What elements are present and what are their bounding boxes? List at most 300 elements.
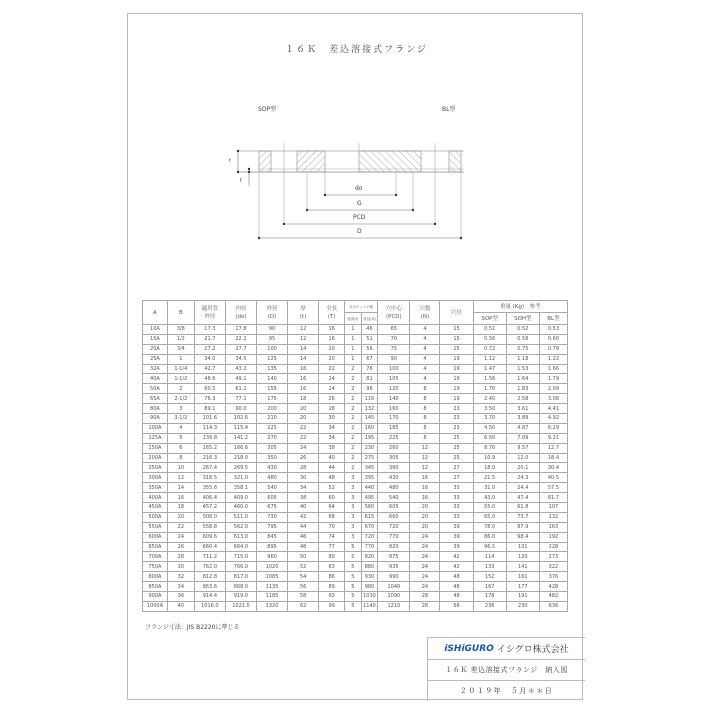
table-cell: 395 bbox=[361, 473, 378, 483]
table-cell: 80 bbox=[319, 552, 345, 562]
drawing-name: １６Ｋ 差込溶接式フランジ 納入図 bbox=[428, 659, 585, 680]
table-cell: 650A bbox=[143, 542, 168, 552]
table-cell: 48 bbox=[288, 542, 319, 552]
table-cell: 1 bbox=[345, 325, 362, 335]
table-cell: 32 bbox=[167, 572, 194, 582]
table-cell: 10A bbox=[143, 325, 168, 335]
header-inner-dia: 内径 (do) bbox=[225, 301, 256, 325]
table-cell: 28 bbox=[410, 592, 440, 602]
table-cell: 178 bbox=[473, 592, 506, 602]
table-cell: 1021.0 bbox=[225, 601, 256, 611]
table-cell: 664.0 bbox=[225, 542, 256, 552]
table-cell: 65.0 bbox=[473, 512, 506, 522]
table-cell: 0.58 bbox=[506, 334, 539, 344]
table-cell: 25 bbox=[440, 433, 473, 443]
table-row bbox=[143, 503, 568, 513]
table-cell: 90.0 bbox=[225, 404, 256, 414]
table-cell: 2 bbox=[345, 404, 362, 414]
table-cell: 150A bbox=[143, 443, 168, 453]
table-cell: 165.2 bbox=[194, 443, 225, 453]
table-cell: 12 bbox=[410, 463, 440, 473]
header-gasket-f: 座高(f) bbox=[345, 313, 362, 325]
table-cell: 350A bbox=[143, 483, 168, 493]
table-cell: 20A bbox=[143, 344, 168, 354]
table-cell: 61.8 bbox=[506, 503, 539, 513]
drawing-date: ２０１９年 ５月＊＊日 bbox=[428, 680, 585, 701]
table-cell: 15 bbox=[440, 344, 473, 354]
table-cell: 56 bbox=[440, 601, 473, 611]
table-cell: 1320 bbox=[257, 601, 288, 611]
table-cell: 40 bbox=[288, 503, 319, 513]
table-cell: 60 bbox=[319, 493, 345, 503]
table-cell: 61.1 bbox=[225, 384, 256, 394]
table-cell: 482 bbox=[539, 592, 567, 602]
table-cell: 89.1 bbox=[194, 404, 225, 414]
table-cell: 900A bbox=[143, 592, 168, 602]
table-cell: 2 bbox=[345, 414, 362, 424]
table-cell: 34 bbox=[167, 582, 194, 592]
table-cell: 3 bbox=[345, 493, 362, 503]
table-cell: 102.6 bbox=[225, 414, 256, 424]
table-cell: 2-1/2 bbox=[167, 394, 194, 404]
table-cell: 460.0 bbox=[225, 503, 256, 513]
table-cell: 141.2 bbox=[225, 433, 256, 443]
table-cell: 5 bbox=[345, 542, 362, 552]
table-cell: 81 bbox=[361, 374, 378, 384]
table-cell: 1090 bbox=[378, 592, 410, 602]
table-cell: 27.7 bbox=[225, 344, 256, 354]
table-row bbox=[143, 532, 568, 542]
table-cell: 560 bbox=[361, 503, 378, 513]
table-cell: 52 bbox=[319, 483, 345, 493]
table-cell: 98.4 bbox=[506, 532, 539, 542]
table-cell: 1-1/2 bbox=[167, 374, 194, 384]
table-cell: 2.58 bbox=[506, 394, 539, 404]
dim-g-label: G bbox=[357, 200, 362, 207]
table-row bbox=[143, 562, 568, 572]
table-cell: 3/8 bbox=[167, 325, 194, 335]
table-cell: 65A bbox=[143, 394, 168, 404]
table-cell: 27.2 bbox=[194, 344, 225, 354]
table-cell: 345 bbox=[361, 463, 378, 473]
table-cell: 152 bbox=[473, 572, 506, 582]
table-cell: 20 bbox=[167, 512, 194, 522]
table-cell: 355.6 bbox=[194, 483, 225, 493]
table-cell: 270 bbox=[257, 433, 288, 443]
table-cell: 1.18 bbox=[506, 354, 539, 364]
table-cell: 170 bbox=[378, 414, 410, 424]
table-cell: 20 bbox=[288, 404, 319, 414]
table-cell: 4.87 bbox=[506, 423, 539, 433]
table-cell: 24 bbox=[288, 443, 319, 453]
table-cell: 50 bbox=[288, 552, 319, 562]
table-cell: 115.4 bbox=[225, 423, 256, 433]
table-cell: 720 bbox=[361, 532, 378, 542]
table-cell: 200A bbox=[143, 453, 168, 463]
table-cell: 20 bbox=[288, 414, 319, 424]
table-cell: 440 bbox=[361, 483, 378, 493]
table-cell: 101 bbox=[506, 542, 539, 552]
table-cell: 28 bbox=[288, 463, 319, 473]
table-cell: 39 bbox=[440, 522, 473, 532]
table-cell: 20 bbox=[410, 522, 440, 532]
table-cell: 540 bbox=[257, 483, 288, 493]
table-cell: 34 bbox=[288, 483, 319, 493]
table-row bbox=[143, 473, 568, 483]
table-cell: 3 bbox=[345, 532, 362, 542]
table-cell: 1020 bbox=[257, 562, 288, 572]
table-row bbox=[143, 433, 568, 443]
table-cell: 605 bbox=[378, 503, 410, 513]
table-cell: 160 bbox=[361, 423, 378, 433]
table-cell: 358.1 bbox=[225, 483, 256, 493]
table-cell: 200 bbox=[257, 404, 288, 414]
table-cell: 68 bbox=[319, 512, 345, 522]
table-cell: 86 bbox=[319, 572, 345, 582]
table-cell: 4 bbox=[410, 325, 440, 335]
table-cell: 2 bbox=[345, 364, 362, 374]
table-cell: 191 bbox=[506, 592, 539, 602]
table-cell: 820 bbox=[378, 542, 410, 552]
table-cell: 57.5 bbox=[539, 483, 567, 493]
table-cell: 23 bbox=[440, 423, 473, 433]
header-hole-dia: 穴径 bbox=[440, 301, 473, 325]
table-row bbox=[143, 414, 568, 424]
table-cell: 120 bbox=[378, 384, 410, 394]
table-row bbox=[143, 423, 568, 433]
table-cell: 875 bbox=[378, 552, 410, 562]
table-cell: 1-1/4 bbox=[167, 364, 194, 374]
table-cell: 269.5 bbox=[225, 463, 256, 473]
table-cell: 3 bbox=[167, 404, 194, 414]
table-cell: 90 bbox=[257, 325, 288, 335]
table-cell: 508.0 bbox=[194, 512, 225, 522]
table-row bbox=[143, 404, 568, 414]
table-row bbox=[143, 463, 568, 473]
table-cell: 40A bbox=[143, 374, 168, 384]
table-cell: 50A bbox=[143, 384, 168, 394]
table-cell: 40 bbox=[319, 453, 345, 463]
table-cell: 2 bbox=[345, 453, 362, 463]
table-cell: 22 bbox=[288, 433, 319, 443]
table-cell: 96 bbox=[361, 384, 378, 394]
table-cell: 24.4 bbox=[506, 483, 539, 493]
table-cell: 160 bbox=[378, 404, 410, 414]
table-cell: 12 bbox=[288, 325, 319, 335]
table-cell: 42.7 bbox=[194, 364, 225, 374]
table-row bbox=[143, 592, 568, 602]
table-row bbox=[143, 443, 568, 453]
table-cell: 1135 bbox=[257, 582, 288, 592]
table-cell: 33 bbox=[440, 503, 473, 513]
dim-do-label: do bbox=[355, 185, 363, 192]
table-cell: 47.4 bbox=[506, 493, 539, 503]
table-cell: 40.5 bbox=[539, 473, 567, 483]
table-cell: 318.5 bbox=[194, 473, 225, 483]
table-cell: 10.9 bbox=[473, 453, 506, 463]
table-row bbox=[143, 384, 568, 394]
table-cell: 89 bbox=[319, 582, 345, 592]
table-cell: 33 bbox=[440, 493, 473, 503]
table-cell: 980 bbox=[361, 582, 378, 592]
header-weight-sop: SOP型 bbox=[473, 313, 506, 325]
table-cell: 120 bbox=[506, 552, 539, 562]
table-cell: 605 bbox=[257, 493, 288, 503]
table-cell: 218.0 bbox=[225, 453, 256, 463]
table-cell: 845 bbox=[257, 532, 288, 542]
table-cell: 15 bbox=[440, 325, 473, 335]
table-cell: 16 bbox=[410, 473, 440, 483]
table-cell: 1016.0 bbox=[194, 601, 225, 611]
table-row bbox=[143, 493, 568, 503]
dim-t-label: t bbox=[229, 158, 231, 164]
table-cell: 20 bbox=[410, 512, 440, 522]
table-cell: 15 bbox=[440, 334, 473, 344]
table-cell: 4 bbox=[167, 423, 194, 433]
table-cell: 33 bbox=[440, 483, 473, 493]
table-cell: 195 bbox=[361, 433, 378, 443]
table-cell: 163 bbox=[539, 522, 567, 532]
table-cell: 480 bbox=[378, 483, 410, 493]
company-name: イシグロ株式会社 bbox=[496, 645, 569, 655]
table-cell: 75 bbox=[378, 344, 410, 354]
table-row bbox=[143, 364, 568, 374]
table-cell: 1040 bbox=[378, 582, 410, 592]
header-weight-bl: BL型 bbox=[539, 313, 567, 325]
table-cell: 105 bbox=[378, 374, 410, 384]
table-cell: 24 bbox=[410, 552, 440, 562]
table-cell: 1.53 bbox=[506, 364, 539, 374]
table-cell: 3.61 bbox=[506, 404, 539, 414]
table-cell: 0.60 bbox=[539, 334, 567, 344]
table-cell: 167 bbox=[473, 582, 506, 592]
table-cell: 5 bbox=[167, 433, 194, 443]
table-cell: 80A bbox=[143, 404, 168, 414]
table-cell: 65 bbox=[378, 325, 410, 335]
table-cell: 457.2 bbox=[194, 503, 225, 513]
table-cell: 62 bbox=[288, 601, 319, 611]
table-cell: 100 bbox=[378, 364, 410, 374]
table-cell: 24 bbox=[410, 562, 440, 572]
table-cell: 960 bbox=[257, 552, 288, 562]
table-cell: 43.2 bbox=[225, 364, 256, 374]
table-cell: 250A bbox=[143, 463, 168, 473]
table-cell: 1140 bbox=[363, 603, 376, 610]
table-cell: 1.70 bbox=[473, 384, 506, 394]
table-cell: 275 bbox=[361, 453, 378, 463]
table-cell: 670 bbox=[361, 522, 378, 532]
table-cell: 1.56 bbox=[473, 374, 506, 384]
table-cell: 77 bbox=[319, 542, 345, 552]
table-cell: 90A bbox=[143, 414, 168, 424]
table-cell: 2 bbox=[345, 443, 362, 453]
table-cell: 34.0 bbox=[194, 354, 225, 364]
table-cell: 175 bbox=[257, 394, 288, 404]
table-cell: 26 bbox=[319, 394, 345, 404]
table-cell: 20 bbox=[319, 344, 345, 354]
table-cell: 880 bbox=[361, 562, 378, 572]
dim-pcd-label: PCD bbox=[353, 214, 366, 221]
table-row bbox=[143, 572, 568, 582]
table-cell: 4 bbox=[410, 344, 440, 354]
table-cell: 990 bbox=[378, 572, 410, 582]
table-cell: 22.2 bbox=[225, 334, 256, 344]
table-cell: 46 bbox=[288, 532, 319, 542]
table-cell: 81.7 bbox=[539, 493, 567, 503]
table-cell: 24 bbox=[167, 532, 194, 542]
table-cell: 20.1 bbox=[506, 463, 539, 473]
table-cell: 1.83 bbox=[506, 384, 539, 394]
header-thickness: 厚 (t) bbox=[288, 301, 319, 325]
table-cell: 225 bbox=[378, 433, 410, 443]
table-cell: 380 bbox=[378, 463, 410, 473]
table-cell: 24 bbox=[319, 374, 345, 384]
table-cell: 480 bbox=[257, 473, 288, 483]
table-cell: 409.0 bbox=[225, 493, 256, 503]
table-cell: 770 bbox=[378, 532, 410, 542]
table-cell: 42 bbox=[288, 512, 319, 522]
table-cell: 73.7 bbox=[506, 512, 539, 522]
table-cell: 8 bbox=[410, 423, 440, 433]
table-cell: 700A bbox=[143, 552, 168, 562]
table-cell: 83 bbox=[319, 562, 345, 572]
table-row bbox=[143, 334, 568, 344]
table-cell: 1000A bbox=[143, 601, 168, 611]
table-cell: 0.72 bbox=[473, 344, 506, 354]
table-cell: 31.0 bbox=[473, 483, 506, 493]
header-weight: 重量 (Kg) 参考 bbox=[473, 301, 567, 313]
table-cell: 70 bbox=[319, 522, 345, 532]
table-cell: 3.08 bbox=[539, 394, 567, 404]
table-cell: 166.6 bbox=[225, 443, 256, 453]
table-cell: 26 bbox=[288, 453, 319, 463]
table-cell: 305 bbox=[257, 443, 288, 453]
table-cell: 711.2 bbox=[194, 552, 225, 562]
table-cell: 46 bbox=[361, 325, 378, 335]
table-cell: 96.5 bbox=[473, 542, 506, 552]
table-cell: 12 bbox=[167, 473, 194, 483]
table-cell: 8 bbox=[410, 384, 440, 394]
table-cell: 76 bbox=[361, 364, 378, 374]
table-cell: 33 bbox=[440, 512, 473, 522]
table-cell: 210 bbox=[257, 414, 288, 424]
table-cell: 24 bbox=[319, 384, 345, 394]
table-cell: 107 bbox=[539, 503, 567, 513]
table-cell: 34 bbox=[319, 433, 345, 443]
table-cell: 3.70 bbox=[473, 414, 506, 424]
table-cell: 919.0 bbox=[225, 592, 256, 602]
table-cell: 613.0 bbox=[225, 532, 256, 542]
table-cell: 930 bbox=[361, 572, 378, 582]
table-cell: 3-1/2 bbox=[167, 414, 194, 424]
table-cell: 2 bbox=[345, 384, 362, 394]
table-cell: 39 bbox=[440, 532, 473, 542]
table-cell: 1.22 bbox=[539, 354, 567, 364]
table-row bbox=[143, 344, 568, 354]
table-cell: 230 bbox=[361, 443, 378, 453]
table-cell: 32A bbox=[143, 364, 168, 374]
table-cell: 300A bbox=[143, 473, 168, 483]
table-cell: 39 bbox=[440, 542, 473, 552]
table-cell: 6.29 bbox=[539, 423, 567, 433]
table-cell: 260 bbox=[378, 443, 410, 453]
table-cell: 4.92 bbox=[539, 414, 567, 424]
table-cell: 1 bbox=[345, 354, 362, 364]
table-cell: 90 bbox=[378, 354, 410, 364]
table-cell: 12 bbox=[410, 453, 440, 463]
header-weight-soh: SOH型 bbox=[506, 313, 539, 325]
table-cell: 16 bbox=[288, 364, 319, 374]
table-cell: 236 bbox=[473, 601, 506, 611]
table-cell: 230 bbox=[506, 601, 539, 611]
table-cell: 800A bbox=[143, 572, 168, 582]
table-cell: 4.50 bbox=[473, 423, 506, 433]
table-cell: 4.41 bbox=[539, 404, 567, 414]
table-cell: 6 bbox=[167, 443, 194, 453]
table-cell: 550A bbox=[143, 522, 168, 532]
table-cell: 114.3 bbox=[194, 423, 225, 433]
table-cell: 25 bbox=[440, 453, 473, 463]
table-cell: 675 bbox=[257, 503, 288, 513]
table-cell: 660 bbox=[378, 512, 410, 522]
table-cell: 78.0 bbox=[473, 522, 506, 532]
table-cell: 5 bbox=[345, 552, 362, 562]
table-cell: 18.4 bbox=[539, 453, 567, 463]
table-cell: 12 bbox=[288, 334, 319, 344]
table-row bbox=[143, 552, 568, 562]
table-cell: 2.09 bbox=[539, 384, 567, 394]
table-cell: 500A bbox=[143, 512, 168, 522]
table-cell: 5 bbox=[345, 572, 362, 582]
table-cell: 1/2 bbox=[167, 334, 194, 344]
table-cell: 25A bbox=[143, 354, 168, 364]
table-cell: 3.50 bbox=[473, 404, 506, 414]
table-cell: 67 bbox=[361, 354, 378, 364]
table-cell: 6.50 bbox=[473, 433, 506, 443]
table-cell: 19 bbox=[440, 364, 473, 374]
table-cell: 34.5 bbox=[225, 354, 256, 364]
header-holes: 穴数 (N) bbox=[410, 301, 440, 325]
table-cell: 1.66 bbox=[539, 364, 567, 374]
table-cell: 23 bbox=[440, 404, 473, 414]
table-cell: 22 bbox=[167, 522, 194, 532]
table-cell: 5 bbox=[345, 592, 362, 602]
table-cell: 145 bbox=[361, 414, 378, 424]
table-cell: 450A bbox=[143, 503, 168, 513]
table-row bbox=[143, 601, 568, 611]
table-cell: 16 bbox=[410, 483, 440, 493]
table-cell: 8 bbox=[410, 404, 440, 414]
table-cell: 48 bbox=[440, 592, 473, 602]
table-cell: 24 bbox=[410, 572, 440, 582]
table-cell: 1185 bbox=[257, 592, 288, 602]
table-cell: 38 bbox=[319, 443, 345, 453]
table-cell: 86.0 bbox=[473, 532, 506, 542]
table-cell: 30 bbox=[288, 473, 319, 483]
table-cell: 99 bbox=[319, 601, 345, 611]
table-cell: 135 bbox=[257, 364, 288, 374]
table-cell: 9.21 bbox=[539, 433, 567, 443]
header-a: A bbox=[143, 301, 168, 325]
table-cell: 17.8 bbox=[225, 325, 256, 335]
table-cell: 1085 bbox=[257, 572, 288, 582]
table-cell: 305 bbox=[378, 453, 410, 463]
table-cell: 540 bbox=[378, 493, 410, 503]
table-cell: 22 bbox=[288, 423, 319, 433]
table-cell: 8 bbox=[410, 433, 440, 443]
table-cell: 18.0 bbox=[473, 463, 506, 473]
table-cell: 116 bbox=[361, 394, 378, 404]
